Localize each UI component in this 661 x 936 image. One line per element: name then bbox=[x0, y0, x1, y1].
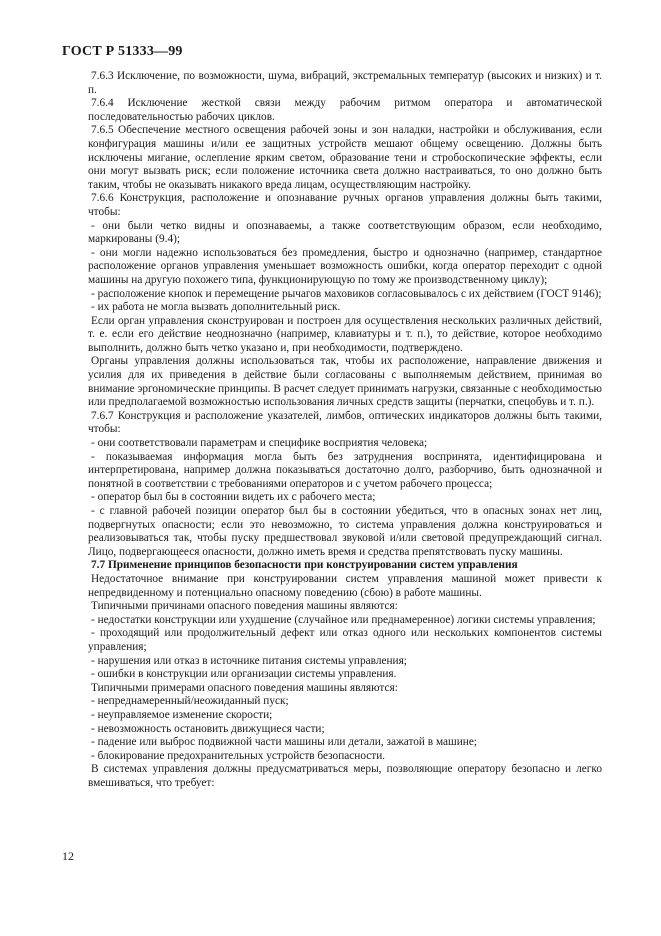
section-heading-7-7: 7.7 Применение принципов безопасности при конструировании систем управления bbox=[91, 559, 518, 572]
paragraph: Органы управления должны использоваться так, чтобы их расположение, направление движения и усилия для их приведения в действие были согласованы с выполняемым действием, принимая во внимание эргономические принципы. В расчет следует принимать нагрузки, связанные с необходимостью или предполагаемой возможностью использования личных средств защиты (перчатки, спецобувь и т. п.). bbox=[88, 355, 602, 409]
paragraph-7-6-7: 7.6.7 Конструкция и расположение указателей, лимбов, оптических индикаторов должны быть такими, чтобы: bbox=[88, 409, 602, 436]
list-item: - ошибки в конструкции или организации системы управления. bbox=[91, 668, 397, 681]
list-item: - непреднамеренный/неожиданный пуск; bbox=[91, 695, 289, 708]
paragraph-7-6-4: 7.6.4 Исключение жесткой связи между рабочим ритмом оператора и автоматической последовательностью рабочих циклов. bbox=[88, 97, 602, 123]
list-item: - нарушения или отказ в источнике питания системы управления; bbox=[91, 654, 407, 667]
paragraph: Типичными причинами опасного поведения машины являются: bbox=[91, 600, 398, 613]
list-item: - их работа не могла вызвать дополнительный риск. bbox=[91, 301, 341, 314]
list-item: - неуправляемое изменение скорости; bbox=[91, 708, 273, 721]
list-item: - расположение кнопок и перемещение рычагов маховиков согласовывалось с их действием (ГОСТ 9146); bbox=[91, 287, 602, 300]
paragraph: Если орган управления сконструирован и построен для осуществления нескольких различных действий, т. е. если его действие неоднозначно (например, клавиатуры и т. п.), то действие, которое необходимо выполнить, должно быть четко указано и, при необходимости, подтверждено. bbox=[88, 314, 602, 354]
list-item: - проходящий или продолжительный дефект или отказ одного или нескольких компонентов системы управления; bbox=[88, 627, 602, 653]
document-body bbox=[88, 70, 602, 790]
list-item: - недостатки конструкции или ухудшение (случайное или преднамеренное) логики системы управления; bbox=[91, 613, 596, 626]
paragraph-7-6-3: 7.6.3 Исключение, по возможности, шума, вибраций, экстремальных температур (высоких и низких) и т. п. bbox=[88, 70, 602, 96]
list-item: - они могли надежно использоваться без промедления, быстро и однозначно (например, стандартное расположение органов управления уменьшает возможность ошибки, когда оператор переходит с одной машины на другую похожего типа, функционирующую по тому же производственному циклу); bbox=[88, 246, 602, 286]
document-header: ГОСТ Р 51333—99 bbox=[62, 44, 183, 59]
list-item: - блокирование предохранительных устройств безопасности. bbox=[91, 749, 386, 762]
list-item: - оператор был бы в состоянии видеть их с рабочего места; bbox=[91, 491, 376, 504]
list-item: - показываемая информация могла быть без затруднения воспринята, идентифицирована и интерпретирована, например должна показываться достаточно долго, разборчиво, быть однозначной и понятной в соответствии с требованиями операторов и с учетом рабочего процесса; bbox=[88, 450, 602, 490]
list-item: - падение или выброс подвижной части машины или детали, зажатой в машине; bbox=[91, 736, 477, 749]
list-item: - с главной рабочей позиции оператор был бы в состоянии убедиться, что в опасных зонах нет лиц, подвергнутых опасности; если это невозможно, то система управления должна конструироваться и реализовываться так, чтобы пуску предшествовал звуковой и/или световой предупреждающий сигнал. Лицо, подвергающееся опасности, должно иметь время и средства препятствовать пуску машины. bbox=[88, 505, 602, 558]
paragraph: Типичными примерами опасного поведения машины являются: bbox=[91, 681, 398, 694]
paragraph-7-6-6: 7.6.6 Конструкция, расположение и опознавание ручных органов управления должны быть такими, чтобы: bbox=[88, 192, 602, 218]
paragraph: В системах управления должны предусматриваться меры, позволяющие оператору безопасно и легко вмешиваться, что требует: bbox=[88, 763, 602, 789]
list-item: - они были четко видны и опознаваемы, а также соответствующим образом, если необходимо, маркированы (9.4); bbox=[88, 219, 602, 246]
list-item: - невозможность остановить движущиеся части; bbox=[91, 722, 325, 735]
paragraph: Недостаточное внимание при конструировании систем управления машиной может привести к непредвиденному и потенциально опасному поведению (сбою) в работе машины. bbox=[88, 572, 602, 599]
list-item: - они соответствовали параметрам и специфике восприятия человека; bbox=[91, 437, 428, 450]
paragraph-7-6-5: 7.6.5 Обеспечение местного освещения рабочей зоны и зон наладки, настройки и обслуживания, если конфигурация машины и/или ее защитных устройств мешают общему освещению. Должны быть исключены мигание, ослепление ярким светом, образование тени и стробоскопические эффекты, если они могут вызвать риск; если положение источника света должно настраиваться, то оно должно быть таким, чтобы не оказывать никакого вреда лицам, осуществляющим настройку. bbox=[88, 124, 602, 191]
page-number: 12 bbox=[62, 849, 74, 863]
